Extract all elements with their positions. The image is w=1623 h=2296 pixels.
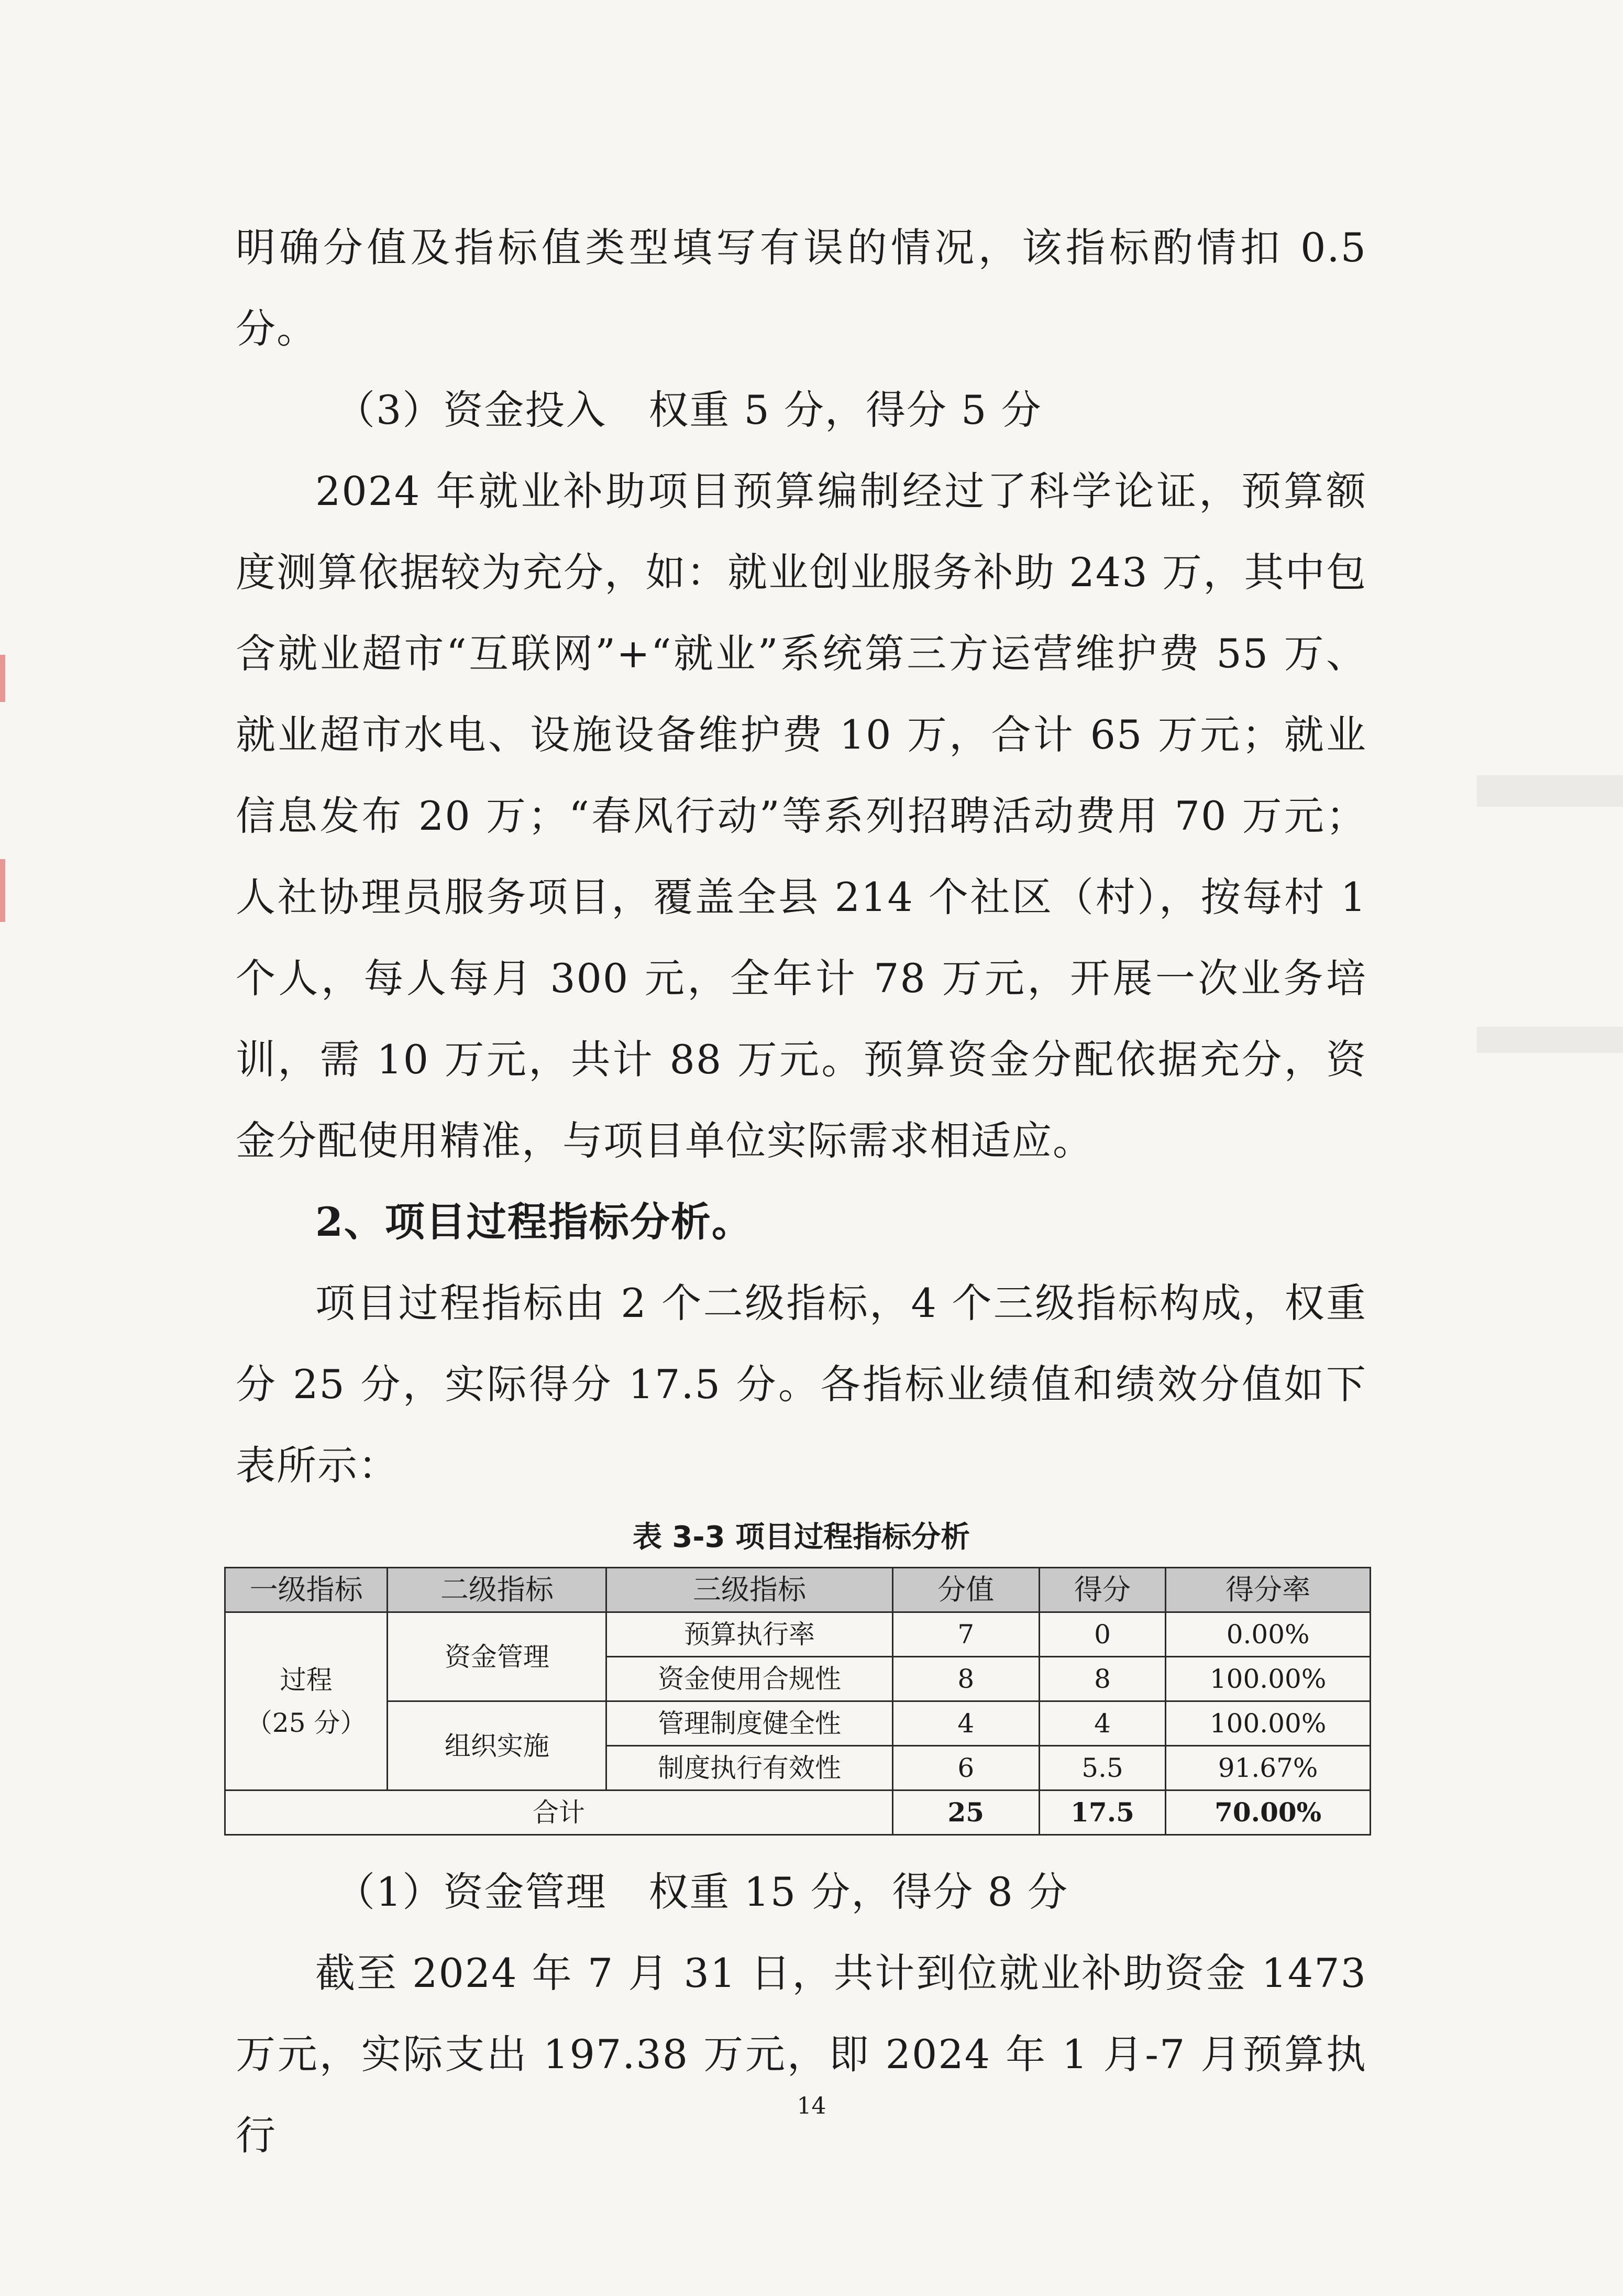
level1-cell xyxy=(225,1612,388,1790)
table-row xyxy=(225,1701,1371,1746)
rate-cell: 100.00% xyxy=(1166,1657,1371,1701)
process-metrics-table xyxy=(224,1567,1371,1836)
value-cell: 7 xyxy=(892,1612,1039,1657)
score-cell: 5.5 xyxy=(1039,1746,1165,1790)
page-content xyxy=(236,207,1367,2176)
heading-funding-input-score: 权重 5 分，得分 5 分 xyxy=(648,387,1042,433)
score-cell: 4 xyxy=(1039,1701,1165,1746)
page-number: 14 xyxy=(797,2093,826,2119)
table-row xyxy=(225,1612,1371,1657)
level3-cell: 预算执行率 xyxy=(606,1612,892,1657)
score-cell: 0 xyxy=(1039,1612,1165,1657)
rate-cell: 100.00% xyxy=(1166,1701,1371,1746)
header-rate: 得分率 xyxy=(1166,1568,1371,1612)
header-level3: 三级指标 xyxy=(606,1568,892,1612)
edge-mark xyxy=(0,655,5,702)
paragraph-4: 截至 2024 年 7 月 31 日，共计到位就业补助资金 1473 万元，实际支出 197.38 万元，即 2024 年 1 月-7 月预算执行 xyxy=(236,1950,1367,2159)
total-label: 合计 xyxy=(225,1790,893,1835)
level3-cell: 制度执行有效性 xyxy=(606,1746,892,1790)
total-score: 17.5 xyxy=(1039,1790,1165,1835)
heading-funding-input-label: （3）资金投入 xyxy=(335,387,607,433)
rate-cell: 0.00% xyxy=(1166,1612,1371,1657)
scan-artifact xyxy=(1477,775,1623,807)
level3-cell: 资金使用合规性 xyxy=(606,1657,892,1701)
table-caption: 表 3-3 项目过程指标分析 xyxy=(632,1520,970,1554)
table-total-row xyxy=(225,1790,1371,1835)
heading-funding-management-label: （1）资金管理 xyxy=(335,1869,607,1915)
heading-funding-management xyxy=(236,1851,1367,1932)
value-cell: 4 xyxy=(892,1701,1039,1746)
level3-cell: 管理制度健全性 xyxy=(606,1701,892,1746)
paragraph-1: 明确分值及指标值类型填写有误的情况，该指标酌情扣 0.5 分。 xyxy=(236,224,1367,352)
header-value: 分值 xyxy=(892,1568,1039,1612)
total-value: 25 xyxy=(892,1790,1039,1835)
header-level1: 一级指标 xyxy=(225,1568,388,1612)
heading-funding-input xyxy=(236,369,1367,451)
edge-mark xyxy=(0,859,5,922)
group-funding-management: 资金管理 xyxy=(388,1612,606,1701)
rate-cell: 91.67% xyxy=(1166,1746,1371,1790)
scan-artifact xyxy=(1477,1027,1623,1053)
heading-funding-management-score: 权重 15 分，得分 8 分 xyxy=(648,1869,1069,1915)
value-cell: 6 xyxy=(892,1746,1039,1790)
paragraph-3: 项目过程指标由 2 个二级指标，4 个三级指标构成，权重分 25 分，实际得分 17.5 分。各指标业绩值和绩效分值如下表所示： xyxy=(236,1280,1367,1489)
table-header-row xyxy=(225,1568,1371,1612)
level1-name: 过程 xyxy=(280,1664,333,1695)
total-rate: 70.00% xyxy=(1166,1790,1371,1835)
score-cell: 8 xyxy=(1039,1657,1165,1701)
paragraph-2: 2024 年就业补助项目预算编制经过了科学论证，预算额度测算依据较为充分，如：就业创业服务补助 243 万，其中包含就业超市“互联网”+“就业”系统第三方运营维护费 55 万、就业超市水电、设施设备维护费 10 万，合计 65 万元；就业信息发布 20 万；“春风行动”等系列招聘活动费用 70 万元；人社协理员服务项目，覆盖全县 214 个社区（村），按每村 1 个人，每人每月 300 元，全年计 78 万元，开展一次业务培训，需 10 万元，共计 88 万元。预算资金分配依据充分，资金分配使用精准，与项目单位实际需求相适应。 xyxy=(236,468,1367,1164)
header-level2: 二级指标 xyxy=(388,1568,606,1612)
level1-weight: （25 分） xyxy=(246,1707,367,1738)
value-cell: 8 xyxy=(892,1657,1039,1701)
header-score: 得分 xyxy=(1039,1568,1165,1612)
group-organization: 组织实施 xyxy=(388,1701,606,1790)
heading-process-analysis: 2、项目过程指标分析。 xyxy=(315,1199,753,1245)
